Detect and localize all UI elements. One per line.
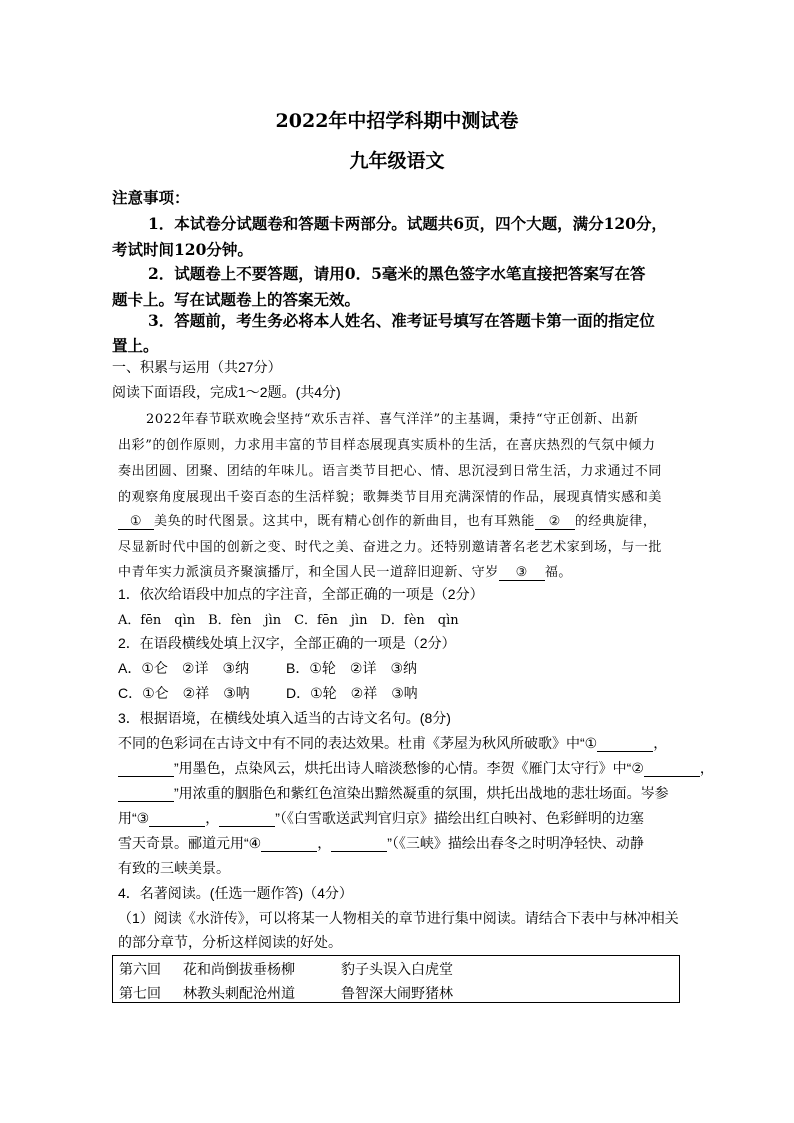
- exam-title: 2022年中招学科期中测试卷: [275, 110, 519, 132]
- blank-3[interactable]: ③: [499, 565, 545, 581]
- question-1-options: A．fēn qìn B．fèn jìn C．fēn jìn D．fèn qìn: [118, 613, 459, 628]
- section-1-instruction: 阅读下面语段，完成1～2题。(共4分): [112, 384, 341, 400]
- chapter-table: [112, 955, 680, 1003]
- question-2-option-a: A．①仑 ②详 ③纳: [118, 660, 249, 676]
- question-2-option-c: C．①仑 ②祥 ③呐: [118, 685, 250, 701]
- passage-line-5: ① 美奂的时代图景。这其中，既有精心创作的新曲目，也有耳熟能 ② 的经典旋律，: [118, 510, 656, 530]
- question-3-line-6: 有致的三峡美景。: [118, 860, 230, 876]
- question-3-line-3: ”用浓重的胭脂色和紫红色渲染出黯然凝重的氛围，烘托出战地的悲壮场面。岑参: [118, 783, 669, 803]
- notice-item-1-line-1: 1．本试卷分试题卷和答题卡两部分。试题共6页，四个大题，满分120分，: [148, 214, 667, 233]
- question-3-line-5: 雪天奇景。郦道元用“④ ， ”（《三峡》描绘出春冬之时明净轻快、动静: [118, 835, 644, 851]
- poem-blank-4a[interactable]: [261, 835, 317, 852]
- question-3-stem: 3．根据语境，在横线处填入适当的古诗文名句。(8分): [118, 710, 451, 726]
- blank-2[interactable]: ②: [535, 514, 575, 530]
- passage-line-4: 的观察角度展现出千姿百态的生活样貌；歌舞类节目用充满深情的作品，展现真情实感和美: [118, 490, 663, 505]
- notice-item-2-line-2: 题卡上。写在试题卷上的答案无效。: [112, 290, 361, 309]
- poem-blank-3b[interactable]: [219, 810, 275, 827]
- table-cell-chapter: 第六回: [119, 961, 161, 977]
- notice-item-3-line-1: 3．答题前，考生务必将本人姓名、准考证号填写在答题卡第一面的指定位: [148, 311, 655, 330]
- exam-subtitle: 九年级语文: [349, 150, 445, 172]
- section-1-heading: 一、积累与运用（共27分）: [112, 359, 282, 375]
- question-3-line-4: 用“③ ， ”（《白雪歌送武判官归京》描绘出红白映衬、色彩鲜明的边塞: [118, 810, 644, 826]
- poem-blank-1a[interactable]: [597, 735, 653, 752]
- passage-line-2: 出彩”的创作原则，力求用丰富的节目样态展现真实质朴的生活，在喜庆热烈的气氛中倾力: [118, 438, 656, 453]
- notice-item-2-line-1: 2．试题卷上不要答题，请用0．5毫米的黑色签字水笔直接把答案写在答: [148, 264, 646, 283]
- poem-blank-2b[interactable]: [118, 785, 174, 802]
- notice-heading: 注意事项：: [112, 188, 190, 207]
- table-cell-title-2: 豹子头误入白虎堂: [341, 961, 453, 977]
- poem-blank-4b[interactable]: [331, 835, 387, 852]
- passage-line-6: 尽显新时代中国的创新之变、时代之美、奋进之力。还特别邀请著名老艺术家到场，与一批: [118, 540, 663, 555]
- question-2-option-b: B．①轮 ②详 ③纳: [286, 660, 417, 676]
- table-cell-chapter: 第七回: [119, 985, 161, 1001]
- question-1-stem: 1．依次给语段中加点的字注音，全部正确的一项是（2分）: [118, 586, 484, 602]
- table-row: [113, 956, 679, 980]
- table-cell-title-1: 林教头刺配沧州道: [183, 985, 295, 1001]
- blank-1[interactable]: ①: [118, 514, 154, 530]
- table-cell-title-2: 鲁智深大闹野猪林: [341, 985, 453, 1001]
- question-2-stem: 2．在语段横线处填上汉字，全部正确的一项是（2分）: [118, 635, 456, 651]
- question-2-option-d: D．①轮 ②祥 ③呐: [286, 685, 418, 701]
- table-cell-title-1: 花和尚倒拔垂杨柳: [183, 961, 295, 977]
- poem-blank-1b[interactable]: [118, 760, 174, 777]
- poem-blank-3a[interactable]: [149, 810, 205, 827]
- table-row: [113, 980, 679, 1004]
- question-4-stem: 4．名著阅读。(任选一题作答)（4分）: [118, 885, 353, 901]
- passage-line-1: 2022年春节联欢晚会坚持“欢乐吉祥、喜气洋洋”的主基调，秉持“守正创新、出新: [146, 412, 639, 427]
- question-3-line-2: ”用墨色，点染风云，烘托出诗人暗淡愁惨的心情。李贺《雁门太守行》中“② ，: [118, 758, 714, 778]
- notice-item-3-line-2: 置上。: [112, 336, 159, 355]
- notice-item-1-line-2: 考试时间120分钟。: [112, 240, 253, 259]
- question-3-line-1: 不同的色彩词在古诗文中有不同的表达效果。杜甫《茅屋为秋风所破歌》中“① ，: [118, 735, 668, 751]
- question-4-sub-1-line-1: （1）阅读《水浒传》，可以将某一人物相关的章节进行集中阅读。请结合下表中与林冲相关: [118, 910, 679, 926]
- passage-line-7: 中青年实力派演员齐聚演播厅，和全国人民一道辞旧迎新、守岁 ③ 福。: [118, 565, 573, 580]
- question-4-sub-1-line-2: 的部分章节，分析这样阅读的好处。: [118, 934, 342, 950]
- passage-line-3: 奏出团圆、团聚、团结的年味儿。语言类节目把心、情、思沉浸到日常生活，力求通过不同: [118, 464, 663, 479]
- poem-blank-2a[interactable]: [644, 760, 700, 777]
